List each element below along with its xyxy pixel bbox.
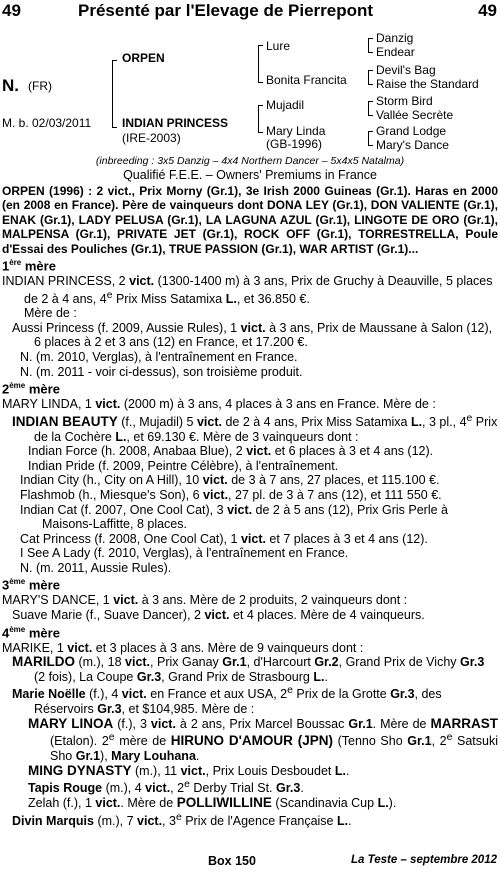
produce-n-2011: N. (m. 2011 - voir ci-dessus), son troisième produit.	[20, 364, 303, 379]
produce-cat-princess: Cat Princess (f. 2008, One Cool Cat), 1 vict. et 7 places à 3 et 4 ans (12).	[20, 531, 428, 546]
dds: Grand Lodge	[376, 124, 447, 138]
sss: Danzig	[376, 31, 414, 45]
produce-marildo: MARILDO (m.), 18 vict., Prix Ganay Gr.1, d'Harcourt Gr.2, Grand Prix de Vichy Gr.3 (2 fois), La Coupe Gr.3, Grand Prix de Strasbourg L..	[12, 654, 485, 684]
page-number-left: 49	[2, 1, 21, 20]
bracket-3d	[368, 131, 373, 146]
qualified-note: Qualifié F.E.E. – Owners' Premiums in France	[123, 168, 377, 182]
bracket-3b	[368, 70, 373, 85]
sire-summary: ORPEN (1996) : 2 vict., Prix Morny (Gr.1), 3e Irish 2000 Guineas (Gr.1). Haras en 2000 (en 2008 en France). Père de vainqueurs dont DONA LEY (Gr.1), DON VALIENTE (Gr.1), ENAK (Gr.1), LADY PELUSA (Gr.1), LA LAGUNA AZUL (Gr.1), LINGOTE DE ORO (Gr.1), MALPENSA (Gr.1), PRIVATE JET (Gr.1), ROCK OFF (Gr.1), TORRESTRELLA, Poule d'Essai des Pouliches (Gr.1), TRUE PASSION (Gr.1), WAR ARTIST (Gr.1)...	[2, 184, 498, 256]
dam-name: INDIAN PRINCESS	[122, 116, 229, 130]
produce-flashmob: Flashmob (h., Miesque's Son), 6 vict., 27 pl. de 3 à 7 ans (12), et 111 550 €.	[20, 487, 442, 502]
ssd: Endear	[376, 45, 415, 59]
mere-de-label: Mère de :	[24, 306, 77, 321]
catalogue-body	[2, 184, 498, 828]
bracket-1	[112, 60, 117, 128]
bracket-3c	[368, 101, 373, 116]
section-2eme-mere: 2ème mère	[2, 381, 60, 397]
produce-indian-force: Indian Force (h. 2008, Anabaa Blue), 2 vict. et 6 places à 3 et 4 ans (12).	[28, 444, 434, 459]
produce-divin-marquis: Divin Marquis (m.), 7 vict., 3e Prix de l'Agence Française L..	[12, 811, 352, 828]
horse-origin: (FR)	[28, 79, 52, 93]
sale-place-date: La Teste – septembre 2012	[351, 854, 497, 866]
section-4eme-mere: 4ème mère	[2, 624, 60, 640]
produce-indian-city: Indian City (h., City on A Hill), 10 vict. de 3 à 7 ans, 27 places, et 115.100 €.	[20, 473, 440, 488]
produce-n-2010: N. (m. 2010, Verglas), à l'entraînement en France.	[20, 350, 298, 365]
first-dam-record: INDIAN PRINCESS, 2 vict. (1300-1400 m) à 3 ans, Prix de Gruchy à Deauville, 5 places de 2 à 4 ans, 4e Prix Miss Satamixa L., et 36.850 €.	[2, 273, 493, 306]
sire-sire: Lure	[266, 39, 291, 53]
produce-zelah: Zelah (f.), 1 vict.. Mère de POLLIWILLINE (Scandinavia Cup L.).	[28, 794, 397, 810]
produce-suave-marie: Suave Marie (f., Suave Dancer), 2 vict. et 4 places. Mère de 4 vainqueurs.	[12, 607, 425, 622]
third-dam-record: MARY'S DANCE, 1 vict. à 3 ans. Mère de 2 produits, 2 vainqueurs dont :	[2, 593, 408, 608]
bracket-2a	[258, 45, 263, 83]
second-dam-record: MARY LINDA, 1 vict. (2000 m) à 3 ans, 4 places à 3 ans en France. Mère de :	[2, 397, 436, 412]
produce-i-see-a-lady: I See A Lady (f. 2010, Verglas), à l'entraînement en France.	[20, 546, 349, 561]
dsd: Vallée Secrète	[376, 108, 454, 122]
produce-n-2011-aussie: N. (m. 2011, Aussie Rules).	[20, 560, 172, 575]
produce-indian-cat: Indian Cat (f. 2007, One Cool Cat), 3 vict. de 2 à 5 ans (12), Prix Gris Perle à Maisons-Laffitte, 8 places.	[20, 502, 448, 532]
sire-dam: Bonita Francita	[266, 73, 347, 87]
bracket-2b	[258, 105, 263, 133]
fourth-dam-record: MARIKE, 1 vict. et 3 places à 3 ans. Mère de 9 vainqueurs dont :	[2, 640, 364, 655]
produce-indian-pride: Indian Pride (f. 2009, Peintre Célèbre), à l'entraînement.	[28, 458, 339, 473]
sdd: Raise the Standard	[376, 77, 479, 91]
dam-dam: Mary Linda	[266, 124, 326, 138]
produce-tapis-rouge: Tapis Rouge (m.), 4 vict., 2e Derby Trial St. Gr.3.	[28, 779, 304, 796]
produce-mary-linoa: MARY LINOA (f.), 3 vict. à 2 ans, Prix Marcel Boussac Gr.1. Mère de MARRAST (Etalon). 2e mère de HIRUNO D'AMOUR (JPN) (Tenno Sho Gr.1, 2e Satsuki Sho Gr.1), Mary Louhana.	[28, 715, 499, 763]
sire-name: ORPEN	[122, 51, 165, 65]
dam-sire: Mujadil	[266, 98, 305, 112]
page-title: Présenté par l'Elevage de Pierrepont	[78, 1, 374, 20]
dss: Storm Bird	[376, 94, 433, 108]
horse-info: M. b. 02/03/2011	[2, 116, 92, 130]
section-3eme-mere: 3ème mère	[2, 577, 60, 593]
sds: Devil's Bag	[376, 63, 436, 77]
dam-origin: (IRE-2003)	[122, 131, 181, 145]
produce-indian-beauty: INDIAN BEAUTY (f., Mujadil) 5 vict. de 2 à 4 ans, Prix Miss Satamixa L., 3 pl., 4e Prix de la Cochère L., et 69.130 €. Mère de 3 vainqueurs dont :	[12, 412, 498, 444]
ddd: Mary's Dance	[376, 138, 449, 152]
inbreeding-note: (inbreeding : 3x5 Danzig – 4x4 Northern Dancer – 5x4x5 Natalma)	[95, 155, 405, 167]
produce-marie-noelle: Marie Noëlle (f.), 4 vict. en France et aux USA, 2e Prix de la Grotte Gr.3, des Réservoirs Gr.3, et $104,985. Mère de :	[12, 685, 442, 717]
dam-dam-origin: (GB-1996)	[266, 137, 323, 151]
section-1ere-mere: 1ère mère	[2, 258, 56, 274]
produce-aussi-princess: Aussi Princess (f. 2009, Aussie Rules), 1 vict. à 3 ans, Prix de Maussane à Salon (12), 6 places à 2 et 3 ans (12) en France, et 17.200 €.	[12, 320, 493, 350]
horse-name: N.	[2, 76, 19, 95]
page-number-right: 49	[478, 1, 497, 20]
bracket-3a	[368, 38, 373, 53]
box-number: Box 150	[208, 854, 256, 868]
produce-ming-dynasty: MING DYNASTY (m.), 11 vict., Prix Louis Desboudet L..	[28, 762, 350, 778]
